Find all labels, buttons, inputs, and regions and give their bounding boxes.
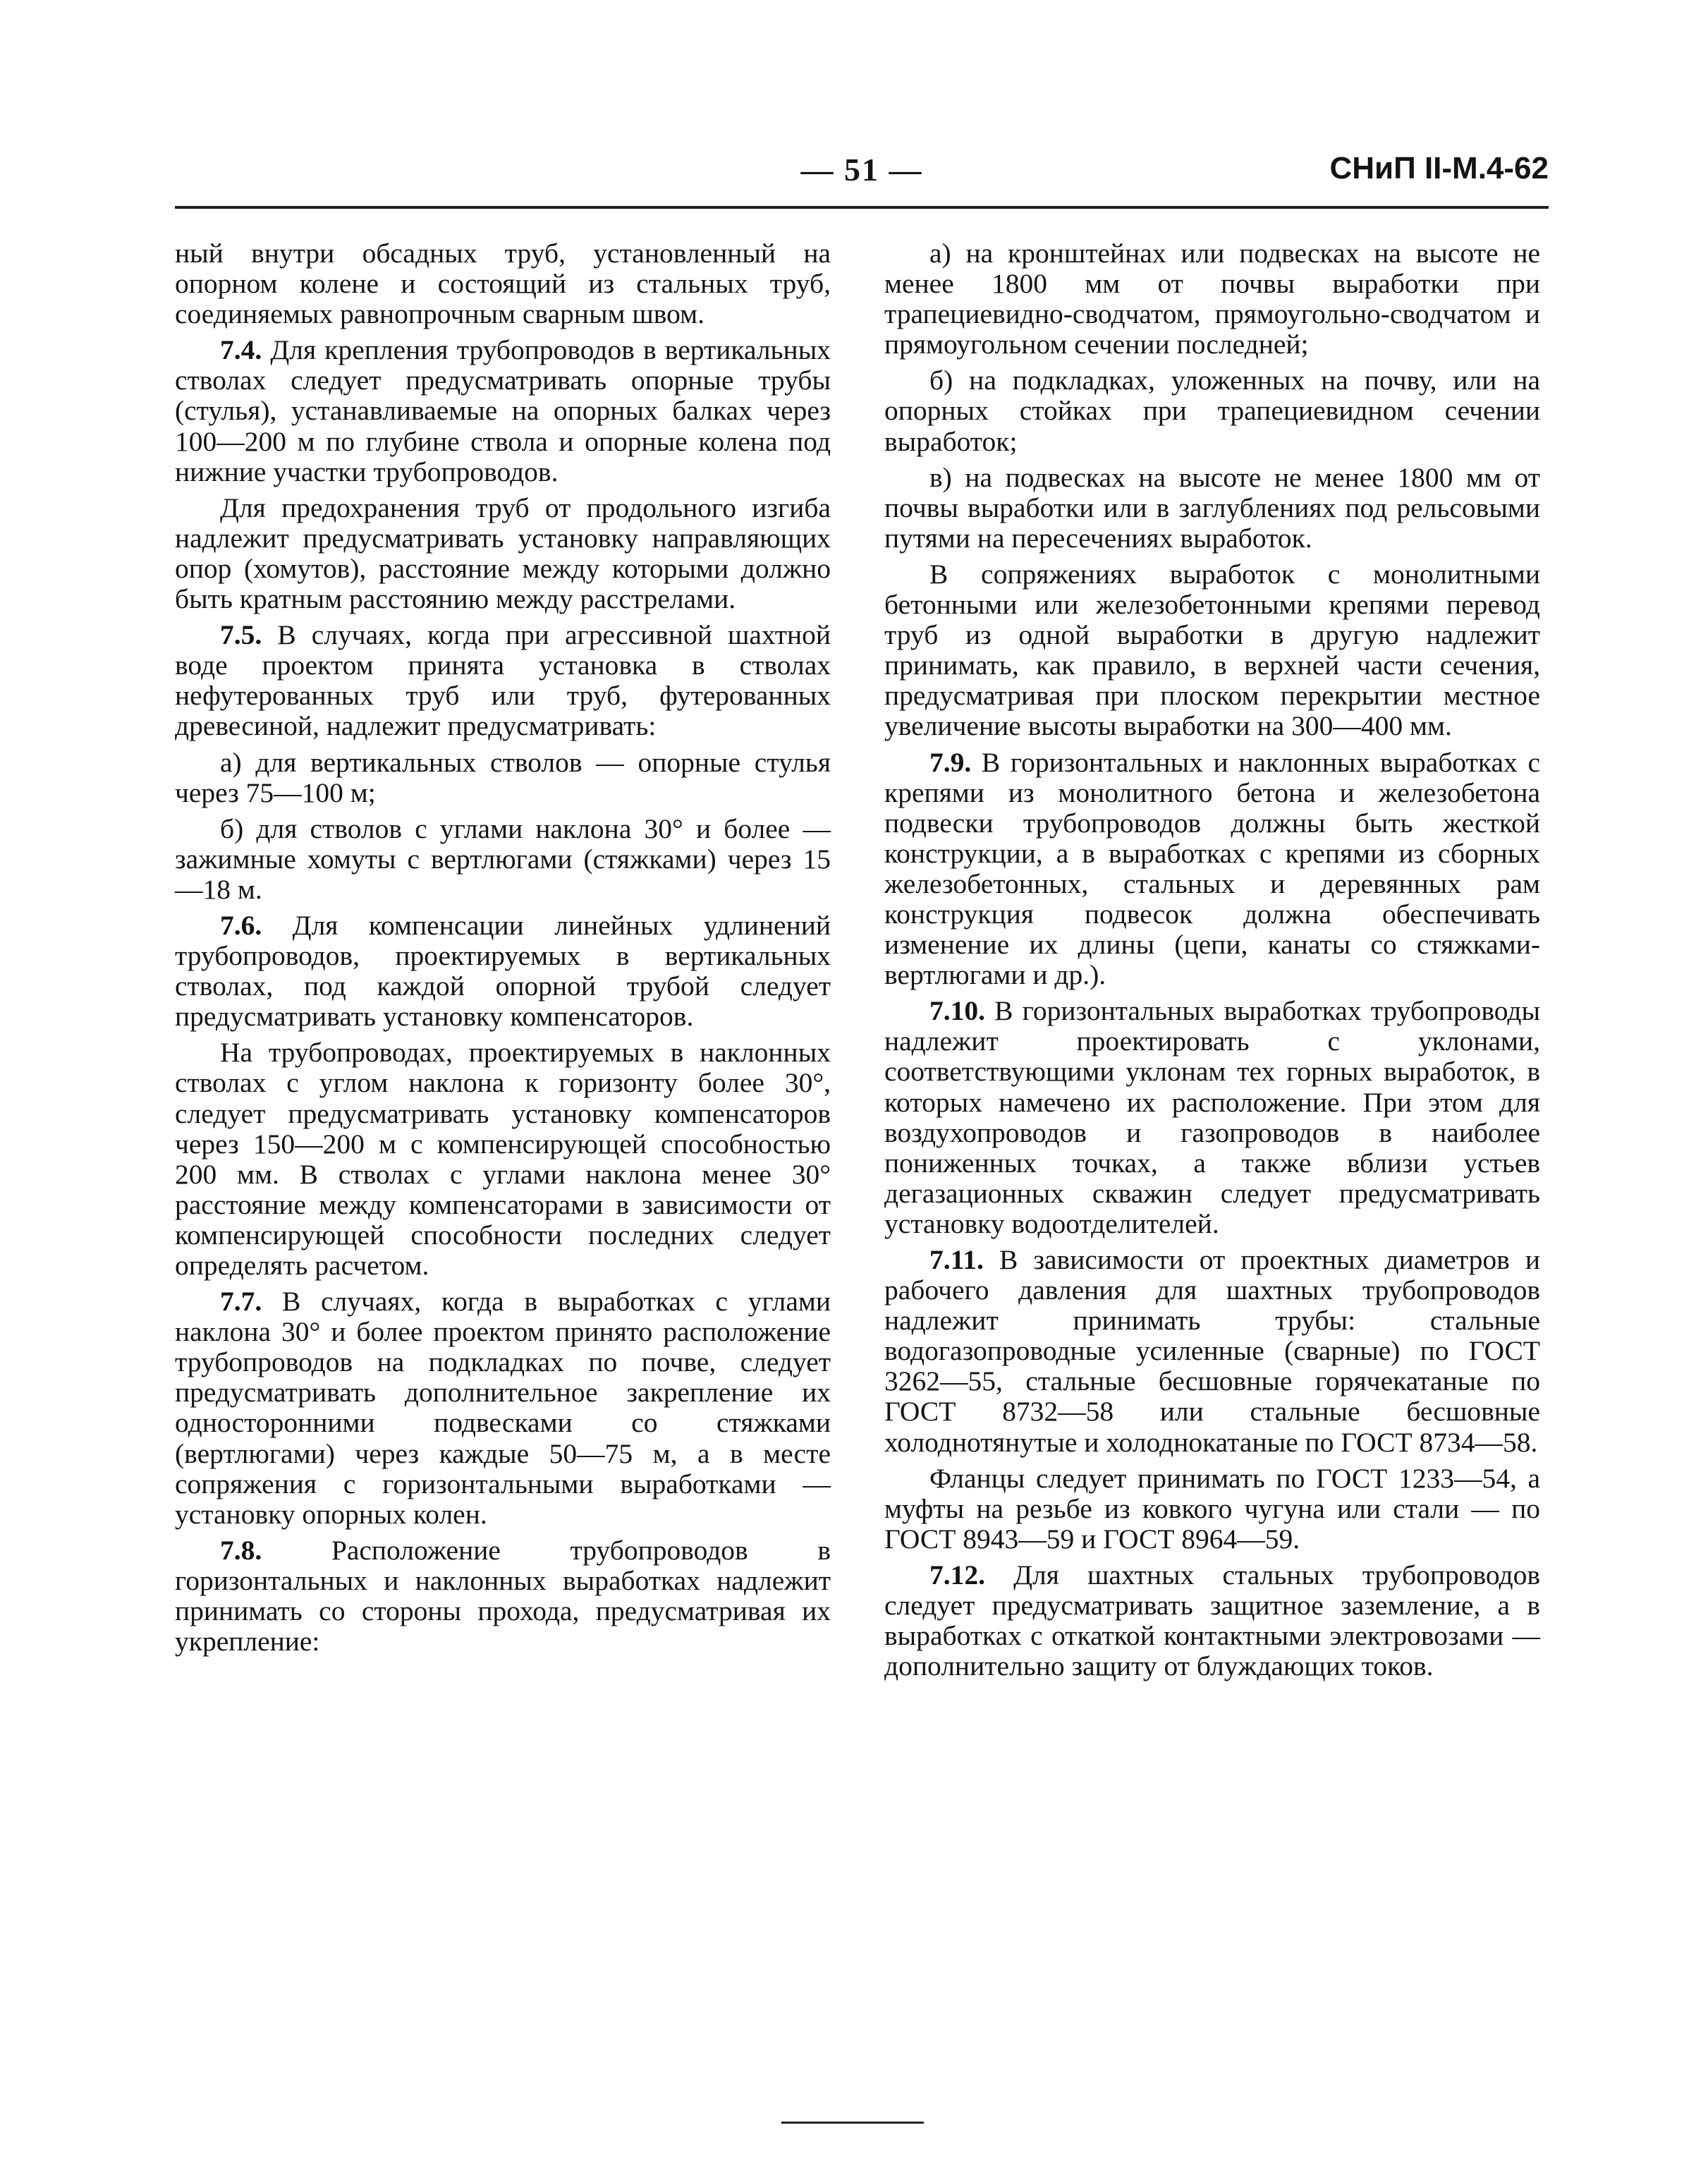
paragraph-text: а) для вертикальных стволов — опорные стулья через 75—100 м;: [175, 746, 831, 808]
paragraph: [884, 559, 1540, 742]
paragraph: [884, 996, 1540, 1239]
paragraph: [884, 1560, 1540, 1681]
paragraph-text: Для предохранения труб от продольного изгиба надлежит предусматривать установку направляющих опор (хомутов), расстояние между которыми должно быть кратным расстоянию между расстрелами.: [175, 492, 831, 615]
paragraph-text: В сопряжениях выработок с монолитными бетонными или железобетонными крепями перевод труб из одной выработки в другую надлежит принимать, как правило, в верхней части сечения, предусматривая при плоском перекрытии местное увеличение высоты выработки на 300—400 мм.: [884, 558, 1540, 742]
clause-number: 7.11.: [929, 1244, 984, 1275]
paragraph-text: Фланцы следует принимать по ГОСТ 1233—54, а муфты на резьбе из ковкого чугуна или стали — по ГОСТ 8943—59 и ГОСТ 8964—59.: [884, 1462, 1540, 1554]
clause-number: 7.8.: [220, 1534, 262, 1566]
paragraph-text: В горизонтальных выработках трубопроводы надлежит проектировать с уклонами, соответствующими уклонам тех горных выработок, в которых намечено их расположение. При этом для воздухопроводов и газопроводов в наиболее пониженных точках, а также вблизи устьев дегазационных скважин следует предусматривать установку водоотделителей.: [884, 995, 1540, 1239]
paragraph: [175, 911, 831, 1032]
paragraph: [175, 238, 831, 329]
clause-number: 7.12.: [929, 1559, 985, 1590]
paragraph: [884, 365, 1540, 456]
paragraph-text: б) для стволов с углами наклона 30° и более — зажимные хомуты с вертлюгами (стяжками) через 15—18 м.: [175, 813, 831, 905]
clause-number: 7.4.: [220, 334, 262, 366]
right-column: [884, 238, 1540, 1687]
header-divider: [175, 206, 1549, 209]
paragraph: [884, 1464, 1540, 1554]
paragraph: [884, 238, 1540, 360]
clause-number: 7.10.: [929, 995, 985, 1027]
footer-divider: [781, 2122, 924, 2124]
paragraph: [175, 493, 831, 614]
paragraph-text: Для шахтных стальных трубопроводов следует предусматривать защитное заземление, а в выработках с откаткой контактными электровозами — дополнительно защиту от блуждающих токов.: [884, 1559, 1540, 1682]
paragraph: [175, 335, 831, 487]
paragraph: [884, 1245, 1540, 1458]
paragraph-text: На трубопроводах, проектируемых в наклонных стволах с углом наклона к горизонту более 30°, следует предусматривать установку компенсаторов через 150—200 м с компенсирующей способностью 200 мм. В стволах с углами наклона менее 30° расстояние между компенсаторами в зависимости от компенсирующей способности последних следует определять расчетом.: [175, 1037, 831, 1281]
paragraph-text: В случаях, когда при агрессивной шахтной воде проектом принята установка в стволах нефутерованных труб или труб, футерованных древесиной, надлежит предусматривать:: [175, 619, 831, 742]
page-header: [175, 151, 1549, 200]
paragraph: [175, 748, 831, 808]
paragraph-text: Для компенсации линейных удлинений трубопроводов, проектируемых в вертикальных стволах, под каждой опорной трубой следует предусматривать установку компенсаторов.: [175, 909, 831, 1033]
left-column: [175, 238, 831, 1662]
paragraph: [884, 463, 1540, 554]
document-code: СНиП II-М.4-62: [1329, 151, 1549, 185]
clause-number: 7.6.: [220, 909, 262, 941]
paragraph: [175, 1286, 831, 1530]
paragraph-text: Расположение трубопроводов в горизонтальных и наклонных выработках надлежит принимать со стороны прохода, предусматривая их укрепление:: [175, 1534, 831, 1657]
clause-number: 7.9.: [929, 746, 972, 778]
paragraph-text: ный внутри обсадных труб, установленный на опорном колене и состоящий из стальных труб, соединяемых равнопрочным сварным швом.: [175, 238, 831, 330]
clause-number: 7.5.: [220, 619, 262, 651]
paragraph: [175, 1535, 831, 1657]
paragraph-text: В случаях, когда в выработках с углами наклона 30° и более проектом принято расположение трубопроводов на подкладках по почве, следует предусматривать дополнительное закрепление их односторонними подвесками со стяжками (вертлюгами) через каждые 50—75 м, а в месте сопряжения с горизонтальными выработками — установку опорных колен.: [175, 1286, 831, 1530]
clause-number: 7.7.: [220, 1286, 262, 1318]
paragraph-text: в) на подвесках на высоте не менее 1800 мм от почвы выработки или в заглублениях под рельсовыми путями на пересечениях выработок.: [884, 461, 1540, 554]
paragraph-text: В зависимости от проектных диаметров и рабочего давления для шахтных трубопроводов надлежит принимать трубы: стальные водогазопроводные усиленные (сварные) по ГОСТ 3262—55, стальные бесшовные горячекатаные по ГОСТ 8732—58 или стальные бесшовные холоднотянутые и холоднокатаные по ГОСТ 8734—58.: [884, 1244, 1540, 1458]
page-number: — 51 —: [800, 152, 923, 188]
paragraph: [175, 814, 831, 905]
paragraph: [175, 1038, 831, 1281]
paragraph-text: Для крепления трубопроводов в вертикальных стволах следует предусматривать опорные трубы (стулья), устанавливаемые на опорных балках через 100—200 м по глубине ствола и опорные колена под нижние участки трубопроводов.: [175, 334, 831, 487]
paragraph: [884, 748, 1540, 991]
paragraph-text: В горизонтальных и наклонных выработках с крепями из монолитного бетона и железобетона подвески трубопроводов должны быть жесткой конструкции, а в выработках с крепями из сборных железобетонных, стальных и деревянных рам конструкция подвесок должна обеспечивать изменение их длины (цепи, канаты со стяжками-вертлюгами и др.).: [884, 746, 1540, 991]
paragraph-text: а) на кронштейнах или подвесках на высоте не менее 1800 мм от почвы выработки при трапециевидно-сводчатом, прямоугольно-сводчатом и прямоугольном сечении последней;: [884, 238, 1540, 360]
paragraph-text: б) на подкладках, уложенных на почву, или на опорных стойках при трапециевидном сечении выработок;: [884, 365, 1540, 457]
paragraph: [175, 620, 831, 741]
